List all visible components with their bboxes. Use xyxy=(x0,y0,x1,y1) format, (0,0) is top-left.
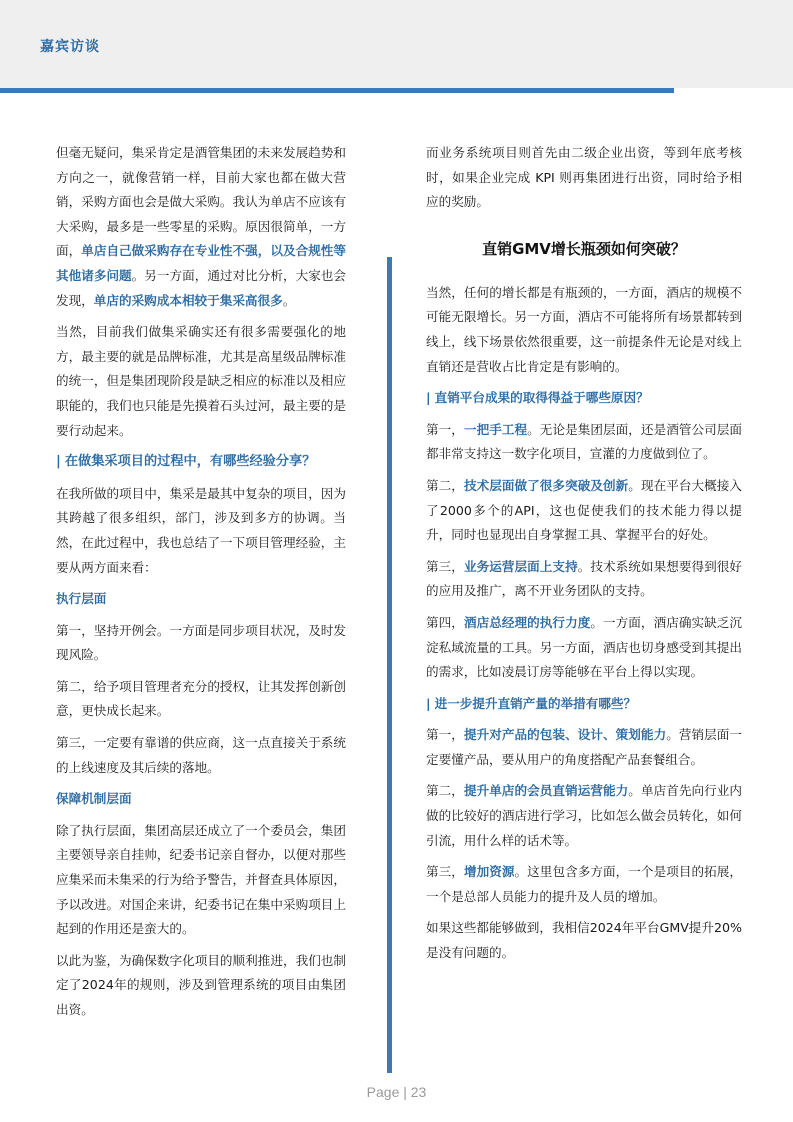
paragraph: 第二，给予项目管理者充分的授权，让其发挥创新创意，更快成长起来。 xyxy=(56,678,346,719)
text: 但毫无疑问，集采肯定是酒管集团的未来发展趋势和方向之一，就像营销一样，目前大家也都在做大营销，采购方面也会是做大采购。我认为单店不应该有大采购，最多是一些零星的采购。原因很简单，一方面， xyxy=(56,145,346,259)
paragraph xyxy=(426,723,742,772)
text: 。单店首先向行业内做的比较好的酒店进行学习，比如怎么做会员转化，如何引流，用什么样的话术等。 xyxy=(426,783,743,848)
text: 。技术系统如果想要得到很好的应用及推广，离不开业务团队的支持。 xyxy=(426,558,743,599)
paragraph xyxy=(426,555,742,604)
text: 第二， xyxy=(426,477,464,493)
paragraph: 除了执行层面，集团高层还成立了一个委员会，集团主要领导亲自挂帅，纪委书记亲自督办，以便对那些应集采而未集采的行为给予警告，并督查具体原因，予以改进。对国企来讲，纪委书记在集中采购项目上起到的作用还是蛮大的。 xyxy=(56,822,346,937)
text: 。营销层面一定要懂产品，要从用户的角度搭配产品套餐组合。 xyxy=(426,727,743,767)
header-divider xyxy=(0,88,674,93)
subheading-guarantee: 保障机制层面 xyxy=(56,791,132,807)
highlight-text: 酒店总经理的执行力度 xyxy=(463,614,591,630)
page-number: Page | 23 xyxy=(366,1084,427,1100)
paragraph xyxy=(426,779,742,853)
question-heading xyxy=(426,692,742,717)
heading-text: 在做集采项目的过程中，有哪些经验分享？ xyxy=(64,454,316,470)
left-column xyxy=(56,141,346,1030)
highlight-text: 提升单店的会员直销运营能力 xyxy=(463,783,629,799)
highlight-text: 业务运营层面上支持 xyxy=(463,558,578,574)
subheading-execution: 执行层面 xyxy=(56,591,107,607)
column-divider xyxy=(387,257,392,1073)
paragraph: 在我所做的项目中，集采是最其中复杂的项目，因为其跨越了很多组织，部门，涉及到多方的协调。当然，在此过程中，我也总结了一下项目管理经验，主要从两方面来看： xyxy=(56,485,346,575)
right-column xyxy=(426,141,742,973)
heading-bar-icon: | xyxy=(426,390,431,406)
paragraph: 当然，任何的增长都是有瓶颈的，一方面，酒店的规模不可能无限增长。另一方面，酒店不可能将所有场景都转到线上，线下场景依然很重要，这一前提条件无论是对线上直销还是营收占比肯定是有影响的。 xyxy=(426,284,742,374)
heading-bar-icon: | xyxy=(56,454,61,470)
header-band xyxy=(0,0,793,88)
highlight-text: 单店自己做采购存在专业性不强，以及合规性等其他诸多问题 xyxy=(56,243,346,283)
text: 。现在平台大概接入了2000多个的API，这也促使我们的技术能力得以提升，同时也显现出自身掌握工具、掌握平台的好处。 xyxy=(426,477,743,543)
text: 第二， xyxy=(426,783,464,799)
section-title: 直销GMV增长瓶颈如何突破？ xyxy=(482,239,686,258)
heading-text: 进一步提升直销产量的举措有哪些？ xyxy=(434,695,637,711)
question-heading xyxy=(56,450,346,475)
highlight-text: 提升对产品的包装、设计、策划能力 xyxy=(463,727,667,743)
text: 。无论是集团层面，还是酒管公司层面都非常支持这一数字化项目，宣灌的力度做到位了。 xyxy=(426,421,743,462)
text: 第三， xyxy=(426,864,464,880)
paragraph: 如果这些都能够做到，我相信2024年平台GMV提升20%是没有问题的。 xyxy=(426,920,742,961)
highlight-text: 技术层面做了很多突破及创新 xyxy=(463,477,629,493)
text: 。这里包含多方面，一个是项目的拓展，一个是总部人员能力的提升及人员的增加。 xyxy=(426,864,743,904)
paragraph xyxy=(426,474,742,548)
text: 第一， xyxy=(426,421,464,437)
text: 。另一方面，通过对比分析，大家也会发现， xyxy=(56,267,346,308)
section-header-title: 嘉宾访谈 xyxy=(40,39,100,55)
heading-text: 直销平台成果的取得得益于哪些原因？ xyxy=(434,390,649,406)
text: 第四， xyxy=(426,614,464,630)
text: 。一方面，酒店确实缺乏沉淀私域流量的工具。另一方面，酒店也切身感受到其提出的需求，比如凌晨订房等能够在平台上得以实现。 xyxy=(426,614,743,680)
highlight-text: 增加资源 xyxy=(463,864,515,880)
paragraph: 当然，目前我们做集采确实还有很多需要强化的地方，最主要的就是品牌标准，尤其是高星级品牌标准的统一，但是集团现阶段是缺乏相应的标准以及相应职能的，我们也只能是先摸着石头过河，最主要的是要行动起来。 xyxy=(56,324,346,438)
paragraph xyxy=(426,418,742,467)
paragraph xyxy=(56,141,346,313)
paragraph: 而业务系统项目则首先由二级企业出资，等到年底考核时，如果企业完成 KPI 则再集团进行出资，同时给予相应的奖励。 xyxy=(426,145,742,210)
text: 第三， xyxy=(426,558,464,574)
highlight-text: 单店的采购成本相较于集采高很多 xyxy=(93,292,283,308)
paragraph: 以此为鉴，为确保数字化项目的顺利推进，我们也制定了2024年的规则，涉及到管理系统的项目由集团出资。 xyxy=(56,952,346,1017)
heading-bar-icon: | xyxy=(426,695,431,711)
highlight-text: 一把手工程 xyxy=(463,421,528,437)
paragraph xyxy=(426,611,742,685)
text: 。 xyxy=(282,292,296,308)
question-heading xyxy=(426,386,742,411)
paragraph: 第三，一定要有靠谱的供应商，这一点直接关于系统的上线速度及其后续的落地。 xyxy=(56,735,346,775)
paragraph xyxy=(426,860,742,909)
paragraph: 第一，坚持开例会。一方面是同步项目状况，及时发现风险。 xyxy=(56,622,346,663)
text: 第一， xyxy=(426,727,464,743)
